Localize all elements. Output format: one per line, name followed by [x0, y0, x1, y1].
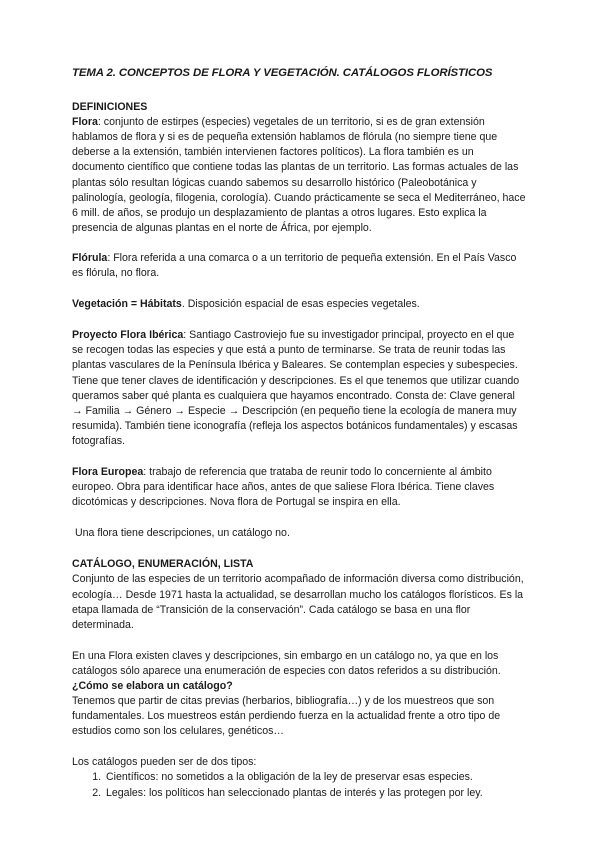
- paragraph-proyecto-flora-iberica: [72, 328, 528, 449]
- catalog-types-list: [72, 770, 528, 800]
- definition-florula: : Flora referida a una comarca o a un territorio de pequeña extensión. En el País Vasco es flórula, no flora.: [72, 251, 517, 280]
- term-flora: Flora: [72, 116, 98, 129]
- question-heading: ¿Cómo se elabora un catálogo?: [72, 680, 233, 692]
- term-flora-europea: Flora Europea: [72, 465, 144, 478]
- definition-proyecto-flora-iberica: : Santiago Castroviejo fue su investigador principal, proyecto en el que se recogen todas las especies y que está a punto de terminarse. Se trata de reunir todas las plantas vasculares de la Península Ibérica y Baleares. Se contemplan especies y subespecies. Tiene que tener claves de identificación y descripciones. Es el que tenemos que utilizar cuando queramos saber qué planta es cualquiera que hayamos encontrado. Consta de: Clave general → Familia → Género → Especie → Descripción (en pequeño tiene la ecología de manera muy resumida). También tiene iconografía (refleja los aspectos botánicos fundamentales) y escasas fotografías.: [72, 329, 520, 447]
- definition-flora-europea: : trabajo de referencia que trataba de reunir todo lo concerniente al ámbito europeo. Obra para identificar hace años, antes de que saliese Flora Ibérica. Tiene claves dicotómicas y descripciones. Nova flora de Portugal se inspira en ella.: [72, 465, 495, 509]
- list-item: 2. Legales: los políticos han seleccionado plantas de interés y las protegen por ley.: [104, 786, 528, 801]
- term-proyecto-flora-iberica: Proyecto Flora Ibérica: [72, 329, 184, 342]
- types-intro: Los catálogos pueden ser de dos tipos:: [72, 756, 257, 769]
- document-title: TEMA 2. CONCEPTOS DE FLORA Y VEGETACIÓN. CATÁLOGOS FLORÍSTICOS: [72, 67, 493, 79]
- paragraph-flora-vs-catalogo: En una Flora existen claves y descripciones, sin embargo en un catálogo no, ya que en los catálogos sólo aparece una enumeración de especies con datos referidos a su distribución.: [72, 649, 501, 677]
- definition-flora: : conjunto de estirpes (especies) vegetales de un territorio, si es de gran extensión hablamos de flora y si es de pequeña extensión hablamos de flórula (no siempre tiene que deberse a la extensión, también intervienen factores políticos). La flora también es un documento científico que contiene todas las plantas de un territorio. Las formas actuales de las plantas sólo resultan lógicas cuando sabemos su desarrollo histórico (Paleobotánica y palinología, geología, filogenia, corología). Cuando prácticamente se seca el Mediterráneo, hace 6 mill. de años, se produjo un desplazamiento de plantas a otros lugares. Esto explica la presencia de algunas plantas en el norte de África, por ejemplo.: [72, 116, 526, 234]
- section-heading-definiciones: DEFINICIONES: [72, 101, 148, 114]
- term-florula: Flórula: [72, 251, 108, 264]
- paragraph-vegetacion: [72, 297, 528, 312]
- paragraph-catalogo-definicion: Conjunto de las especies de un territorio acompañado de información diversa como distribución, ecología… Desde 1971 hasta la actualidad, se desarrollan mucho los catálogos florísticos. Es la etapa llamada de “Transición de la conservación”. Cada catálogo se basa en una flor determinada.: [72, 573, 524, 631]
- document-body: [72, 66, 528, 801]
- section-heading-catalogo: CATÁLOGO, ENUMERACIÓN, LISTA: [72, 558, 254, 571]
- term-vegetacion: Vegetación = Hábitats: [72, 298, 182, 311]
- paragraph-flora: [72, 115, 528, 236]
- note-flora-vs-catalogo: Una flora tiene descripciones, un catálogo no.: [72, 527, 290, 540]
- paragraph-florula: [72, 251, 528, 281]
- paragraph-flora-europea: [72, 465, 528, 510]
- list-item: 1. Científicos: no sometidos a la obligación de la ley de preservar esas especies.: [104, 770, 528, 785]
- paragraph-elaboracion: Tenemos que partir de citas previas (herbarios, bibliografía…) y de los muestreos que son fundamentales. Los muestreos están perdiendo fuerza en la actualidad frente a otro tipo de estudios como son los celulares, genéticos…: [72, 695, 501, 738]
- definition-vegetacion: . Disposición espacial de esas especies vegetales.: [181, 298, 420, 311]
